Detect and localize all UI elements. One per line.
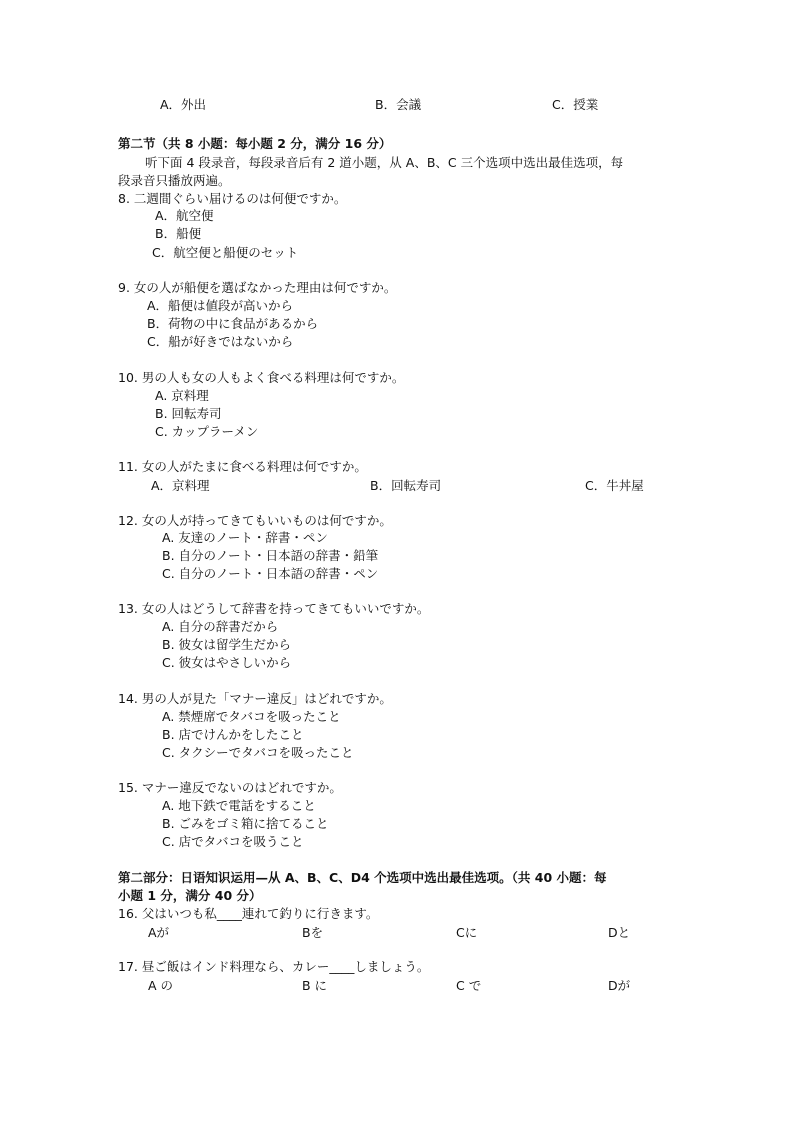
question-number: 15. [118,780,138,795]
q15-option-c: C. 店でタバコを吸うこと [162,834,304,849]
q14-option-b: B. 店でけんかをしたこと [162,727,304,742]
section2-instruction-line2: 段录音只播放两遍。 [118,173,231,188]
question-text: 男の人が見た「マナー違反」はどれですか。 [141,691,392,706]
question-text: 男の人も女の人もよく食べる料理は何ですか。 [141,370,405,385]
q16-option-c: Cに [456,925,478,940]
q15-option-a: A. 地下鉄で電話をすること [162,798,316,813]
question-text: マナー違反でないのはどれですか。 [141,780,342,795]
q17-option-d: Dが [608,978,631,993]
question-text: 女の人がたまに食べる料理は何ですか。 [141,459,367,474]
q10-option-c: C. カップラーメン [155,424,259,439]
question-number: 17. [118,959,138,974]
section2-instruction-line1: 听下面 4 段录音，每段录音后有 2 道小题，从 A、B、C 三个选项中选出最佳选项，每 [145,155,624,170]
q14-option-a: A. 禁煙席でタバコを吸ったこと [162,709,341,724]
q17-option-b: B に [302,978,328,993]
question-10 [118,369,404,386]
question-text: 父はいつも私____連れて釣りに行きます。 [141,906,379,921]
q16-option-a: Aが [148,925,170,940]
question-number: 10. [118,370,138,385]
q9-option-a: A．船便は値段が高いから [147,298,294,313]
q9-option-c: C．船が好きではないから [147,334,294,349]
question-16 [118,905,378,922]
q13-option-c: C. 彼女はやさしいから [162,655,292,670]
question-11 [118,458,367,475]
q10-option-a: A. 京料理 [155,388,209,403]
q12-option-c: C. 自分のノート・日本語の辞書・ペン [162,566,379,581]
q7-option-a: A．外出 [160,97,207,112]
q12-option-a: A. 友達のノート・辞書・ペン [162,530,328,545]
q8-option-b: B．船便 [155,226,202,241]
q12-option-b: B. 自分のノート・日本語の辞書・鉛筆 [162,548,379,563]
q10-option-b: B. 回転寿司 [155,406,222,421]
q13-option-a: A. 自分の辞書だから [162,619,279,634]
q8-option-c: C．航空便と船便のセット [152,245,299,260]
question-text: 昼ご飯はインド料理なら、カレー____しましょう。 [141,959,430,974]
question-text: 女の人が船便を選ばなかった理由は何ですか。 [133,280,397,295]
question-number: 8. [118,191,130,206]
q16-option-b: Bを [302,925,324,940]
question-number: 11. [118,459,138,474]
part2-heading-line2: 小题 1 分，满分 40 分） [118,888,262,903]
question-number: 16. [118,906,138,921]
question-12 [118,512,392,529]
question-number: 9. [118,280,130,295]
q7-option-b: B．会議 [375,97,422,112]
q14-option-c: C. タクシーでタバコを吸ったこと [162,745,354,760]
question-14 [118,690,392,707]
question-text: 女の人が持ってきてもいいものは何ですか。 [141,513,392,528]
q8-option-a: A．航空便 [155,208,214,223]
q17-option-a: A の [148,978,174,993]
q9-option-b: B．荷物の中に食品があるから [147,316,319,331]
q17-option-c: C で [456,978,482,993]
question-13 [118,600,429,617]
question-17 [118,958,429,975]
q13-option-b: B. 彼女は留学生だから [162,637,292,652]
question-number: 12. [118,513,138,528]
q11-option-a: A．京料理 [151,478,210,493]
q11-option-b: B．回転寿司 [370,478,442,493]
question-8 [118,190,346,207]
question-number: 13. [118,601,138,616]
q15-option-b: B. ごみをゴミ箱に捨てること [162,816,329,831]
question-text: 二週間ぐらい届けるのは何便ですか。 [133,191,347,206]
question-15 [118,779,342,796]
question-9 [118,279,396,296]
q11-option-c: C．牛丼屋 [585,478,644,493]
section2-heading: 第二节（共 8 小题：每小题 2 分，满分 16 分） [118,136,392,151]
question-text: 女の人はどうして辞書を持ってきてもいいですか。 [141,601,430,616]
part2-heading-line1: 第二部分：日语知识运用—从 A、B、C、D4 个选项中选出最佳选项。（共 40 小题：每 [118,870,607,885]
q7-option-c: C．授業 [552,97,599,112]
q16-option-d: Dと [608,925,631,940]
question-number: 14. [118,691,138,706]
